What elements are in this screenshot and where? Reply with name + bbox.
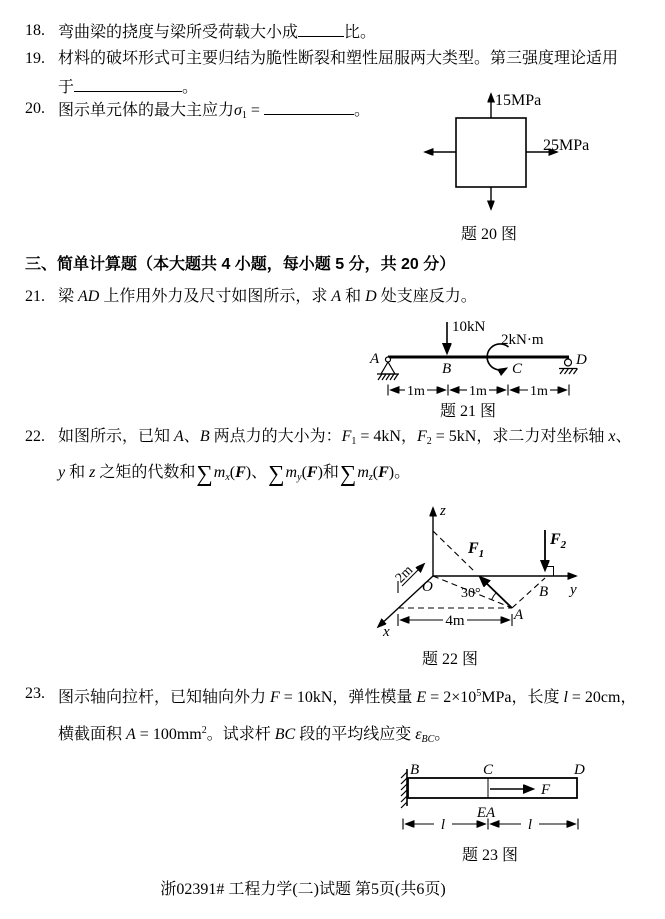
- q21-figure-caption: 题 21 图: [439, 403, 497, 420]
- text-run: AD: [78, 288, 100, 305]
- point-label-A: A: [514, 607, 524, 623]
- q20-stress-element-figure: [400, 85, 600, 250]
- text-run: 和: [65, 464, 90, 481]
- text-run: 5: [476, 688, 482, 699]
- text-run: F: [235, 464, 246, 481]
- question-21-text: [58, 287, 477, 307]
- text-run: (: [372, 464, 379, 481]
- q22-axes-figure: [355, 498, 600, 673]
- text-run: 。试求杆: [206, 726, 275, 743]
- axis-label-x: x: [383, 624, 390, 640]
- question-22: [25, 427, 631, 493]
- beam-dim-2: 1m: [469, 384, 487, 399]
- question-23-text-line2: [58, 721, 636, 750]
- right-angle-mark: [546, 567, 554, 576]
- answer-blank: [74, 76, 182, 92]
- text-run: A: [174, 428, 184, 445]
- text-run: (: [229, 464, 236, 481]
- q23-bar-figure: [390, 758, 595, 868]
- text-run: y: [297, 472, 302, 483]
- question-20-number: 20.: [25, 100, 45, 117]
- beam-label-B: B: [442, 361, 452, 377]
- text-run: 2: [426, 436, 432, 447]
- fixed-wall: [401, 769, 407, 808]
- text-run: A: [126, 726, 136, 743]
- text-run: F: [378, 464, 389, 481]
- answer-blank: [264, 99, 354, 115]
- question-23-text-line1: [58, 684, 636, 708]
- text-run: 1: [241, 110, 247, 121]
- text-run: B: [199, 428, 210, 445]
- stress-right-label: 25MPa: [543, 137, 590, 154]
- text-run: = 4kN，: [356, 428, 417, 445]
- text-run: y: [58, 464, 66, 481]
- text-run: σ: [234, 102, 242, 119]
- text-run: ∑: [339, 461, 357, 486]
- stress-element-square: [456, 118, 526, 187]
- question-18-text: [58, 21, 376, 43]
- text-run: 2: [201, 725, 207, 736]
- text-run: F: [306, 464, 318, 481]
- text-run: 横截面积: [58, 726, 127, 743]
- question-23: [25, 684, 636, 750]
- text-run: z: [368, 472, 373, 483]
- question-18: [25, 21, 376, 43]
- answer-blank: [298, 21, 344, 37]
- text-run: (: [301, 464, 307, 481]
- beam-dim-3: 1m: [530, 384, 548, 399]
- text-run: 上作用外力及尺寸如图所示，求: [99, 288, 332, 305]
- text-run: x: [608, 428, 616, 445]
- text-run: = 20cm，: [567, 689, 637, 706]
- text-run: 弯曲梁的挠度与梁所受荷载大小成: [58, 24, 299, 41]
- roller-support-D: [559, 359, 578, 374]
- text-run: A: [331, 288, 342, 305]
- bar-label-B: B: [410, 762, 420, 778]
- text-run: 、: [251, 464, 268, 481]
- q21-beam-figure: [365, 312, 593, 422]
- text-run: 材料的破坏形式可主要归结为脆性断裂和塑性屈服两大类型。第三强度理论适用: [58, 50, 619, 67]
- text-run: 。: [394, 464, 411, 481]
- question-20-text: [58, 99, 370, 126]
- question-23-number: 23.: [25, 685, 45, 702]
- q22-figure-caption: 题 22 图: [421, 651, 479, 668]
- text-run: MPa，长度: [481, 689, 564, 706]
- section-heading: 三、简单计算题（本大题共 4 小题，每小题 5 分，共 20 分）: [25, 256, 456, 273]
- q23-figure-caption: 题 23 图: [461, 847, 519, 864]
- text-run: 。: [434, 726, 451, 743]
- bar-label-C: C: [483, 762, 494, 778]
- origin-label-O: O: [422, 579, 433, 595]
- text-run: 图示单元体的最大主应力: [58, 102, 235, 119]
- force-F2-label: $F_2$: [550, 531, 567, 551]
- moment-label: 2kN·m: [501, 332, 544, 348]
- text-run: 比。: [344, 24, 377, 41]
- text-run: l: [563, 689, 568, 706]
- question-21: [25, 287, 477, 307]
- stress-top-label: 15MPa: [495, 92, 542, 109]
- text-run: ): [317, 464, 323, 481]
- angle-arc-30: [492, 593, 497, 600]
- text-run: ): [388, 464, 395, 481]
- bar-dim-right: l: [527, 817, 533, 833]
- text-run: = 5kN，求二力对坐标轴: [431, 428, 609, 445]
- bar-label-EA: EA: [476, 805, 496, 821]
- text-run: m: [213, 464, 226, 481]
- text-run: 如图所示，已知: [58, 428, 175, 445]
- text-run: BC: [421, 734, 435, 745]
- text-run: = 10kN，弹性模量: [279, 689, 417, 706]
- angle-label: 30°: [461, 586, 481, 601]
- pin-support-A: [377, 357, 399, 380]
- text-run: E: [416, 689, 427, 706]
- text-run: 于: [58, 79, 75, 96]
- text-run: 梁: [58, 288, 79, 305]
- beam-label-A: A: [370, 351, 380, 367]
- text-run: ε: [415, 726, 422, 743]
- text-run: x: [225, 472, 230, 483]
- text-run: 1: [351, 436, 357, 447]
- dim-4m-label: 4m: [445, 613, 465, 629]
- text-run: D: [365, 288, 377, 305]
- text-run: 图示轴向拉杆，已知轴向外力: [58, 689, 271, 706]
- dim-2m-label: 2m: [392, 562, 417, 587]
- text-run: 处支座反力。: [376, 288, 477, 305]
- text-run: F: [416, 428, 427, 445]
- text-run: 。: [182, 79, 199, 96]
- text-run: m: [285, 464, 298, 481]
- text-run: = 100mm: [135, 726, 202, 743]
- force-F-label: F: [541, 782, 551, 798]
- bar-label-D: D: [574, 762, 585, 778]
- stress-arrows: [425, 94, 557, 209]
- text-run: ∑: [196, 461, 213, 486]
- text-run: 。: [353, 102, 370, 119]
- force-F1-label: $F_1$: [468, 540, 485, 560]
- text-run: z: [89, 464, 96, 481]
- text-run: F: [341, 428, 352, 445]
- text-run: 、: [183, 428, 200, 445]
- text-run: 和: [341, 288, 366, 305]
- text-run: = 2×10: [426, 689, 477, 706]
- question-18-number: 18.: [25, 22, 45, 39]
- beam-label-C: C: [512, 361, 523, 377]
- text-run: m: [357, 464, 369, 481]
- beam-label-D: D: [576, 352, 587, 368]
- question-21-number: 21.: [25, 288, 45, 305]
- force-F1-arrow: [480, 577, 512, 608]
- text-run: 和: [322, 464, 339, 481]
- question-19-number: 19.: [25, 50, 45, 67]
- q20-figure-caption: 题 20 图: [460, 226, 518, 243]
- bar-dim-left: l: [440, 817, 446, 833]
- bar-outline: [408, 778, 577, 798]
- text-run: F: [270, 689, 280, 706]
- text-run: 两点力的大小为：: [209, 428, 342, 445]
- point-label-B: B: [539, 584, 549, 600]
- axis-label-z: z: [440, 503, 446, 519]
- text-run: ): [245, 464, 252, 481]
- question-19-text-line1: [58, 49, 618, 69]
- question-22-text-line1: [58, 427, 631, 452]
- question-22-text-line2: [58, 458, 631, 493]
- text-run: BC: [274, 726, 296, 743]
- text-run: ∑: [268, 461, 285, 486]
- text-run: 段的平均线应变: [295, 726, 416, 743]
- force-10kN-label: 10kN: [452, 319, 486, 335]
- axis-label-y: y: [570, 582, 577, 598]
- text-run: 之矩的代数和: [95, 464, 196, 481]
- beam-dim-1: 1m: [407, 384, 425, 399]
- page-footer: 浙02391# 工程力学(二)试题 第5页(共6页): [160, 881, 446, 898]
- text-run: 、: [615, 428, 632, 445]
- question-22-number: 22.: [25, 428, 45, 445]
- text-run: =: [246, 102, 264, 119]
- question-20: [25, 99, 370, 126]
